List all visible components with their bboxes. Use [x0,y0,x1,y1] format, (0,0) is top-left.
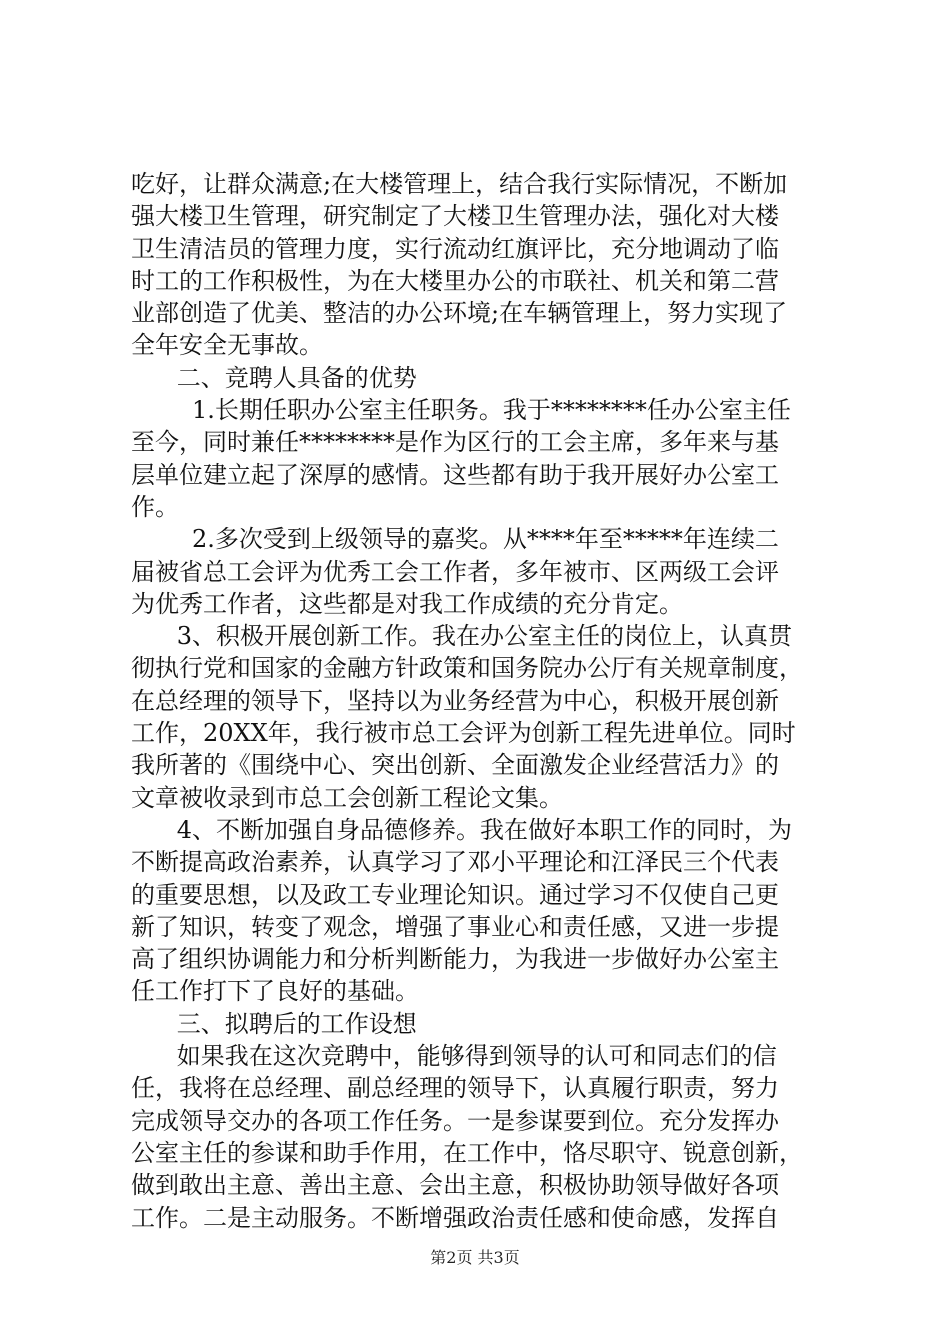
body-text [131,168,831,1234]
text-line: 卫生清洁员的管理力度，实行流动红旗评比，充分地调动了临 [131,234,779,263]
text-line: 高了组织协调能力和分析判断能力，为我进一步做好办公室主 [131,945,779,974]
text-line: 文章被收录到市总工会创新工程论文集。 [131,783,563,812]
text-line: 至今，同时兼任********是作为区行的工会主席，多年来与基 [131,428,779,457]
text-line: 任，我将在总经理、副总经理的领导下，认真履行职责，努力 [131,1074,779,1103]
text-line: 在总经理的领导下，坚持以为业务经营为中心，积极开展创新 [131,686,779,715]
text-line: 全年安全无事故。 [131,331,323,360]
text-line: 完成领导交办的各项工作任务。一是参谋要到位。充分发挥办 [131,1106,779,1135]
section-heading: 二、竞聘人具备的优势 [131,363,417,392]
text-line: 时工的工作积极性，为在大楼里办公的市联社、机关和第二营 [131,266,779,295]
text-line: 作。 [131,492,179,521]
text-line: 如果我在这次竞聘中，能够得到领导的认可和同志们的信 [131,1042,777,1071]
text-line: 任工作打下了良好的基础。 [131,977,419,1006]
text-line: 工作，20XX年，我行被市总工会评为创新工程先进单位。同时 [131,719,796,748]
text-line: 4、不断加强自身品德修养。我在做好本职工作的同时，为 [131,815,793,844]
text-line: 1.长期任职办公室主任职务。我于********任办公室主任 [131,396,791,425]
text-line: 3、积极开展创新工作。我在办公室主任的岗位上，认真贯 [131,622,793,651]
text-line: 为优秀工作者，这些都是对我工作成绩的充分肯定。 [131,589,683,618]
section-heading: 三、拟聘后的工作设想 [131,1009,417,1038]
text-line: 2.多次受到上级领导的嘉奖。从****年至*****年连续二 [131,525,779,554]
text-line: 业部创造了优美、整洁的办公环境;在车辆管理上，努力实现了 [131,299,788,328]
text-line: 公室主任的参谋和助手作用，在工作中，恪尽职守、锐意创新， [131,1138,803,1167]
text-line: 彻执行党和国家的金融方针政策和国务院办公厅有关规章制度， [131,654,803,683]
text-line: 强大楼卫生管理，研究制定了大楼卫生管理办法，强化对大楼 [131,202,779,231]
text-line: 我所著的《围绕中心、突出创新、全面激发企业经营活力》的 [131,751,779,780]
page-number-footer: 第2页 共3页 [430,1248,520,1267]
text-line: 吃好，让群众满意;在大楼管理上，结合我行实际情况，不断加 [131,170,788,198]
text-line: 做到敢出主意、善出主意、会出主意，积极协助领导做好各项 [131,1171,779,1200]
text-line: 层单位建立起了深厚的感情。这些都有助于我开展好办公室工 [131,460,779,489]
text-line: 届被省总工会评为优秀工会工作者，多年被市、区两级工会评 [131,557,779,586]
text-line: 工作。二是主动服务。不断增强政治责任感和使命感，发挥自 [131,1203,779,1232]
text-line: 的重要思想，以及政工专业理论知识。通过学习不仅使自己更 [131,880,779,909]
text-line: 不断提高政治素养，认真学习了邓小平理论和江泽民三个代表 [131,848,779,877]
text-line: 新了知识，转变了观念，增强了事业心和责任感，又进一步提 [131,912,779,941]
